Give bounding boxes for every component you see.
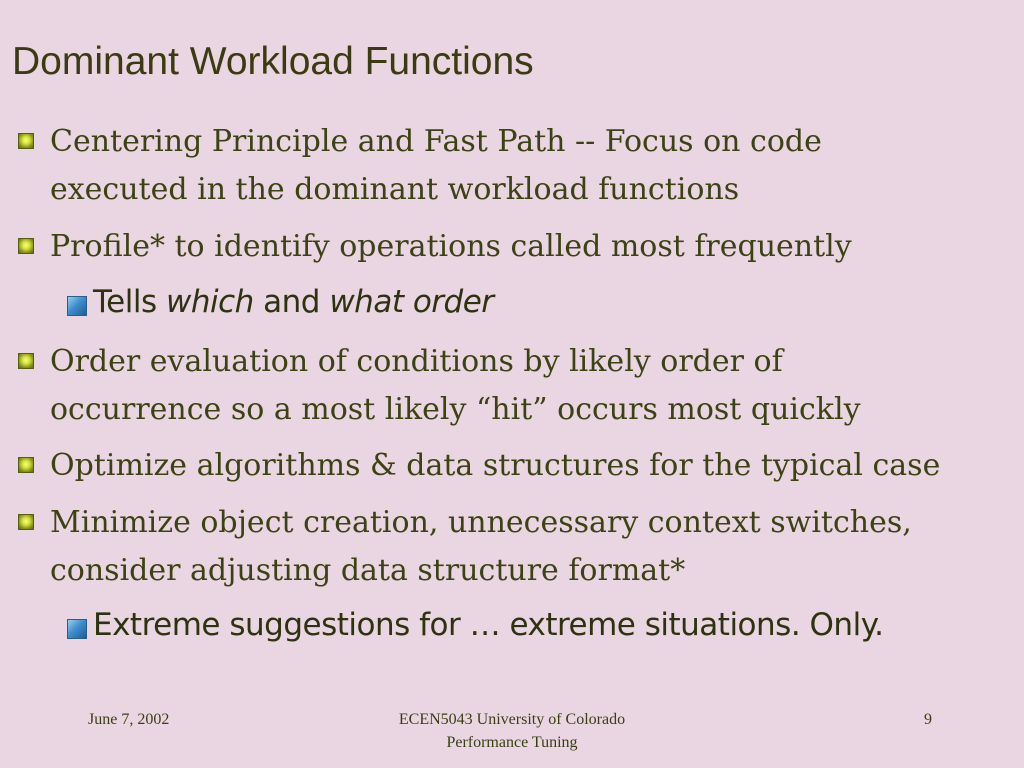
bullet-square-icon xyxy=(18,353,34,369)
footer-course-line: Performance Tuning xyxy=(446,734,578,751)
sub-bullet-text-part: and xyxy=(253,284,330,320)
sub-bullet-emphasis: what order xyxy=(329,284,494,320)
footer-course-line: ECEN5043 University of Colorado xyxy=(398,711,626,728)
sub-bullet-square-icon xyxy=(67,296,87,316)
footer-course xyxy=(362,708,662,754)
bullet-square-icon xyxy=(18,133,34,149)
footer-page-number: 9 xyxy=(924,711,932,728)
bullet-text-line: occurrence so a most likely “hit” occurs most quickly xyxy=(50,392,861,427)
bullet-text-line: consider adjusting data structure format* xyxy=(50,553,686,588)
bullet-text-line: Profile* to identify operations called most frequently xyxy=(50,229,852,264)
bullet-text-line: Minimize object creation, unnecessary context switches, xyxy=(50,505,912,540)
bullet-square-icon xyxy=(18,457,34,473)
bullet-text-line: executed in the dominant workload functions xyxy=(50,172,740,207)
sub-bullet-text xyxy=(93,282,494,322)
sub-bullet-square-icon xyxy=(67,619,87,639)
sub-bullet-text-part: Tells xyxy=(93,284,166,320)
bullet-text-line: Centering Principle and Fast Path -- Focus on code xyxy=(50,124,822,159)
slide-title: Dominant Workload Functions xyxy=(12,40,534,83)
bullet-square-icon xyxy=(18,238,34,254)
bullet-square-icon xyxy=(18,514,34,530)
sub-bullet-text: Extreme suggestions for … extreme situations. Only. xyxy=(93,607,884,643)
sub-bullet-emphasis: which xyxy=(165,284,254,320)
footer-date: June 7, 2002 xyxy=(88,711,170,728)
bullet-text-line: Order evaluation of conditions by likely order of xyxy=(50,344,783,379)
bullet-text-line: Optimize algorithms & data structures for the typical case xyxy=(50,448,941,483)
